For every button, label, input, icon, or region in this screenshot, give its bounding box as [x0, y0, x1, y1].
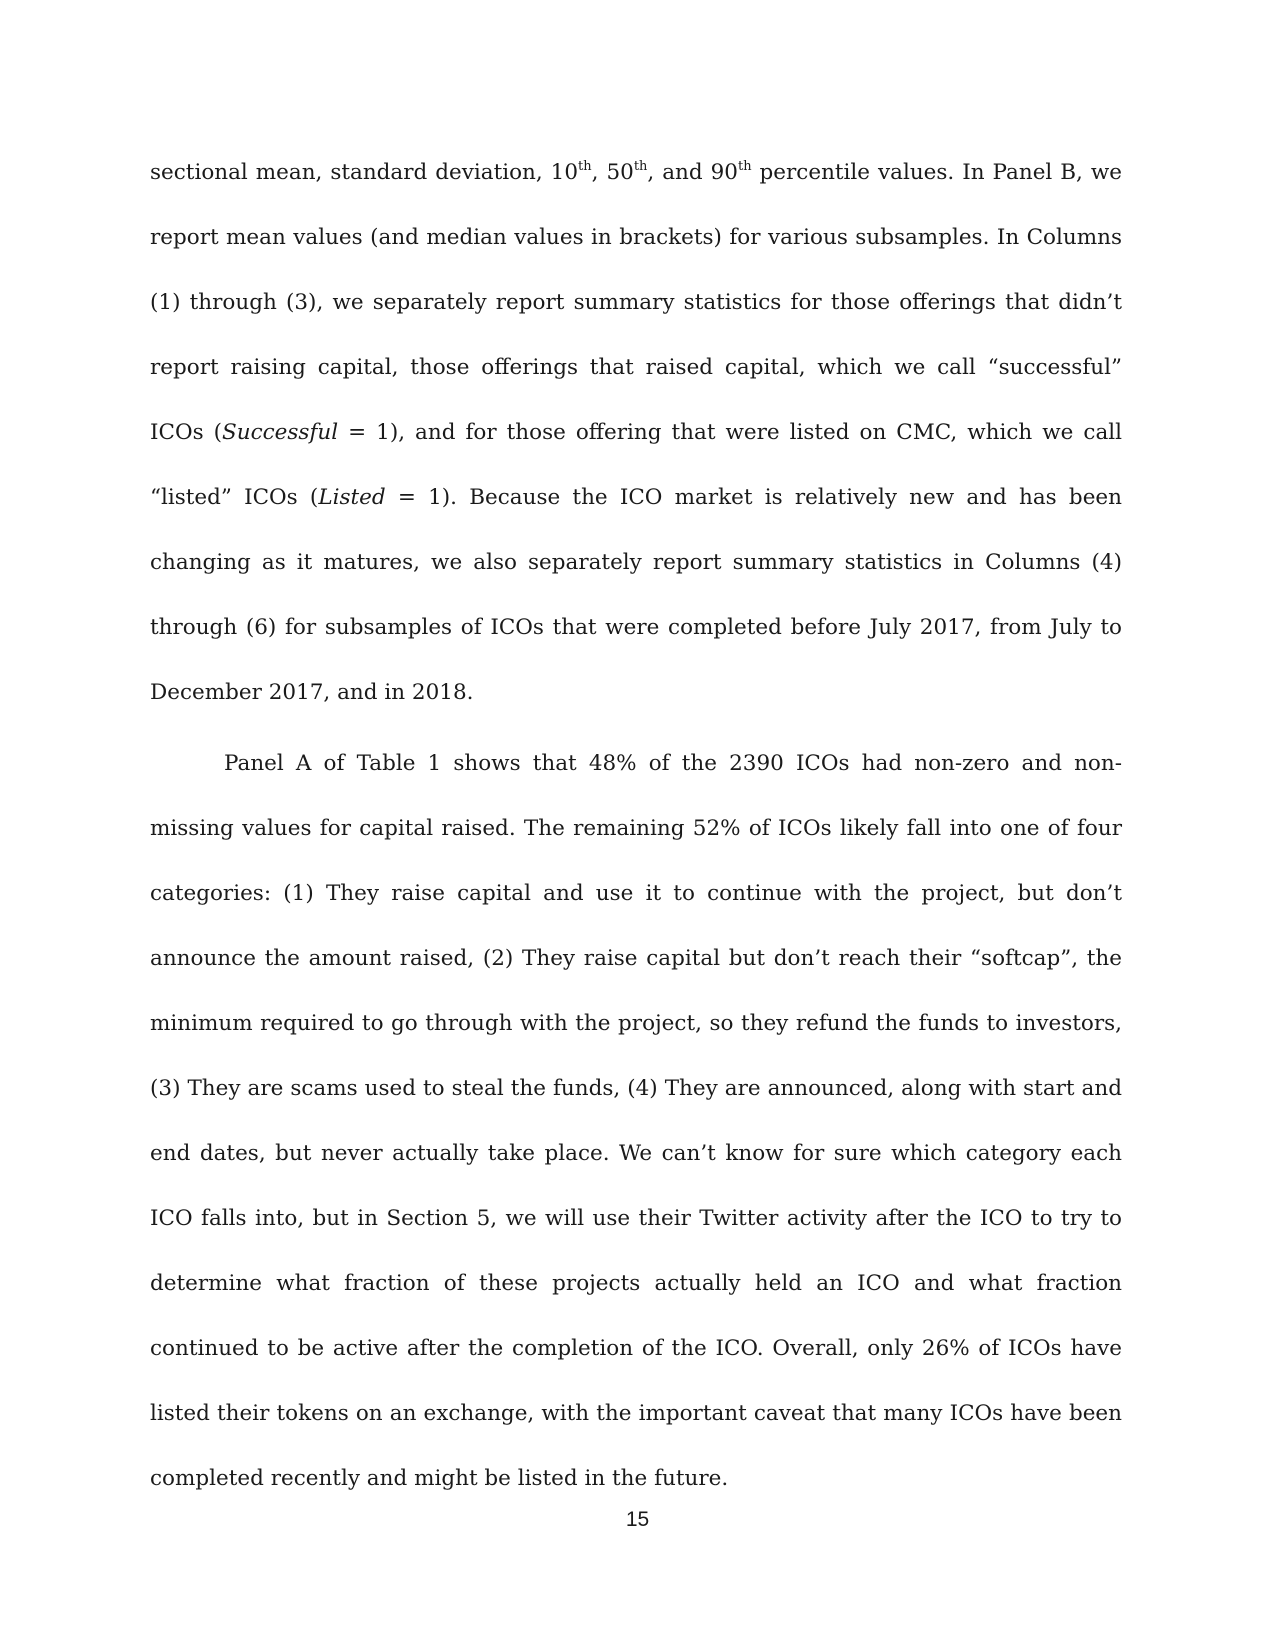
paragraph-panel-a: [150, 731, 1122, 1511]
text-run: = 1). Because the ICO market is relatively new and has been changing as it matures, we also separately report summary statistics in Columns (4) through (6) for subsamples of ICOs that were completed before July 2017, from July to December 2017, and in 2018.: [150, 485, 1122, 705]
paragraph-summary-statistics: [150, 140, 1122, 725]
page-number: 15: [625, 1508, 650, 1531]
text-run: percentile values. In Panel B, we report mean values (and median values in brackets) for various subsamples. In Columns (1) through (3), we separately report summary statistics for those offerings that didn’t report raising capital, those offerings that raised capital, which we call “successful” ICOs (: [150, 160, 1122, 445]
paragraph-1-text: [150, 140, 1122, 725]
text-run: sectional mean, standard deviation, 10: [150, 160, 579, 185]
text-run: , and 90: [647, 160, 738, 185]
italic-term: Successful: [222, 420, 339, 445]
text-run: , 50: [591, 160, 634, 185]
text-run: = 1), and for those offering that were listed on CMC, which we call “listed” ICOs (: [150, 420, 1123, 510]
paragraph-2-text: Panel A of Table 1 shows that 48% of the 2390 ICOs had non-zero and non-missing values for capital raised. The remaining 52% of ICOs likely fall into one of four categories: (1) They raise capital and use it to continue with the project, but don’t announce the amount raised, (2) They raise capital but don’t reach their “softcap”, the minimum required to go through with the project, so they refund the funds to investors, (3) They are scams used to steal the funds, (4) They are announced, along with start and end dates, but never actually take place. We can’t know for sure which category each ICO falls into, but in Section 5, we will use their Twitter activity after the ICO to try to determine what fraction of these projects actually held an ICO and what fraction continued to be active after the completion of the ICO. Overall, only 26% of ICOs have listed their tokens on an exchange, with the important caveat that many ICOs have been completed recently and might be listed in the future.: [150, 751, 1122, 1491]
superscript: th: [633, 159, 648, 174]
italic-term: Listed: [318, 485, 386, 510]
superscript: th: [737, 159, 752, 174]
superscript: th: [578, 159, 592, 174]
